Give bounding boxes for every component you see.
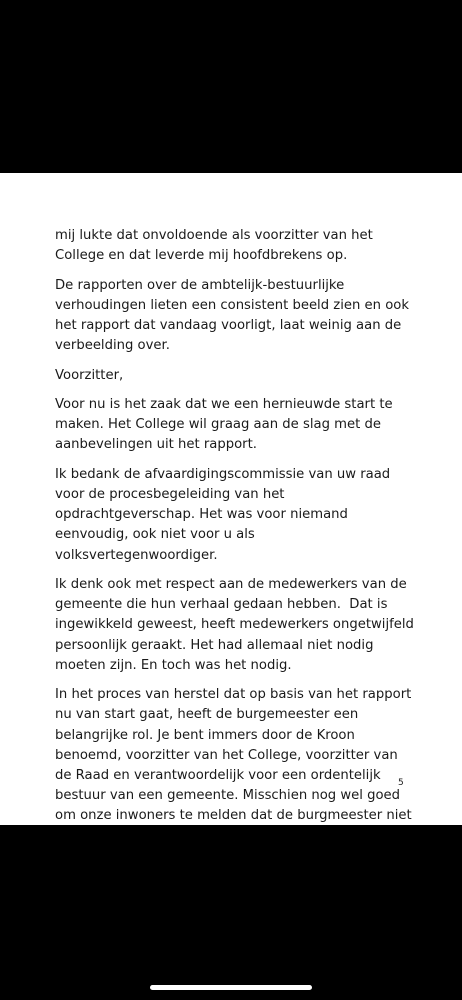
paragraph-7: In het proces van herstel dat op basis van het rapport nu van start gaat, heeft de burgemeester een belangrijke rol. Je bent immers door de Kroon benoemd, voorzitter van het College, voorzitter van de Raad en verantwoordelijk voor een ordentelijk bestuur van een gemeente. Misschien nog wel goed om onze inwoners te melden dat de burgmeester niet xyxy=(55,687,412,824)
paragraph-4: Voor nu is het zaak dat we een hernieuwde start te maken. Het College wil graag aan de slag met de aanbevelingen uit het rapport. xyxy=(55,396,397,453)
paragraph-1: mij lukte dat onvoldoende als voorzitter van het College en dat leverde mij hoofdbrekens op. xyxy=(55,228,377,264)
paragraph-3: Voorzitter, xyxy=(55,367,124,383)
paragraph-5: Ik bedank de afvaardigingscommissie van uw raad voor de procesbegeleiding van het opdrachtgeverschap. Het was voor niemand eenvoudig, ook niet voor u als volksvertegenwoordiger. xyxy=(55,466,395,563)
home-indicator[interactable] xyxy=(150,985,312,990)
document-body xyxy=(55,226,417,856)
bottom-black-area xyxy=(0,825,462,1000)
top-black-area xyxy=(0,0,462,173)
document-page[interactable] xyxy=(0,173,462,825)
paragraph-2: De rapporten over de ambtelijk-bestuurlijke verhoudingen lieten een consistent beeld zien en ook het rapport dat vandaag voorligt, laat weinig aan de verbeelding over. xyxy=(55,277,414,354)
page-number: 5 xyxy=(398,778,404,788)
paragraph-6: Ik denk ook met respect aan de medewerkers van de gemeente die hun verhaal gedaan hebben. Dat is ingewikkeld geweest, heeft medewerkers ongetwijfeld persoonlijk geraakt. Het had allemaal niet nodig moeten zijn. En toch was het nodig. xyxy=(55,576,419,673)
